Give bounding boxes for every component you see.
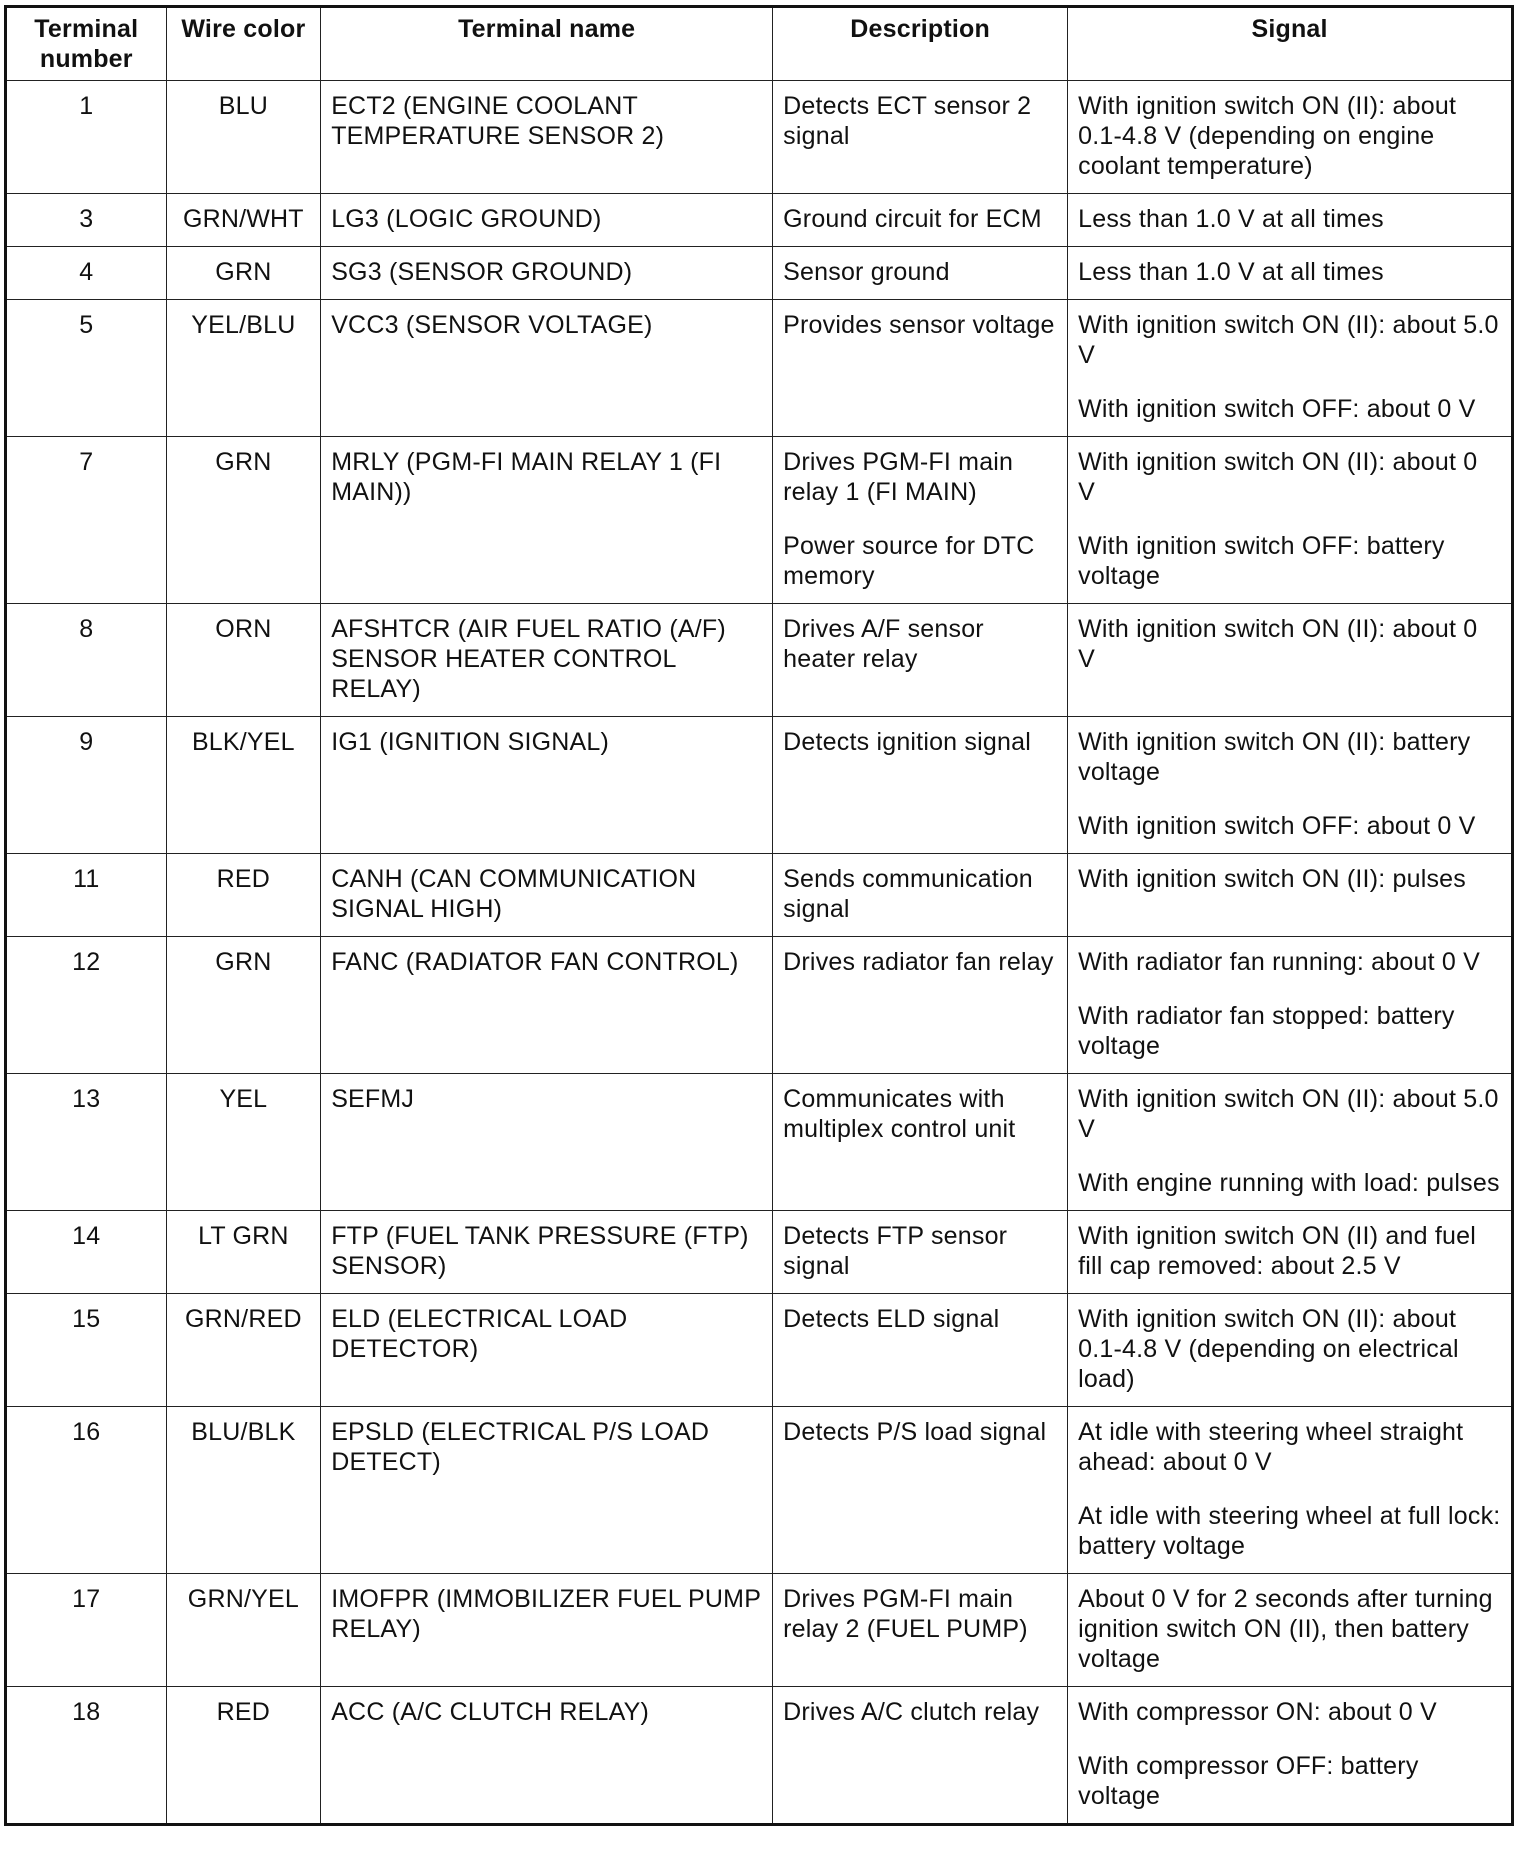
terminal-name-cell: FTP (FUEL TANK PRESSURE (FTP) SENSOR) [321,1211,773,1294]
signal-line: With ignition switch ON (II): battery voltage [1078,728,1471,786]
signal-cell [1068,1294,1513,1407]
terminal-number-cell: 5 [6,300,167,437]
signal-line: With compressor OFF: battery voltage [1078,1752,1419,1810]
header-description: Description [773,7,1068,81]
description-cell [773,247,1068,300]
wire-color-cell: YEL/BLU [166,300,321,437]
terminal-number-cell: 11 [6,854,167,937]
wire-color-cell: LT GRN [166,1211,321,1294]
description-cell [773,854,1068,937]
description-line: Drives PGM-FI main relay 1 (FI MAIN) [783,448,1014,506]
wire-color-cell: GRN/WHT [166,194,321,247]
terminal-name-cell: IG1 (IGNITION SIGNAL) [321,717,773,854]
terminal-number-cell: 14 [6,1211,167,1294]
wire-color-cell: BLK/YEL [166,717,321,854]
table-body [6,81,1513,1825]
terminal-number-cell: 1 [6,81,167,194]
wire-color-cell: GRN [166,437,321,604]
signal-line: With ignition switch ON (II): about 0 V [1078,448,1478,506]
description-line: Drives A/F sensor heater relay [783,615,984,673]
wire-color-cell: GRN/YEL [166,1574,321,1687]
terminal-name-cell: MRLY (PGM-FI MAIN RELAY 1 (FI MAIN)) [321,437,773,604]
terminal-name-cell: ELD (ELECTRICAL LOAD DETECTOR) [321,1294,773,1407]
signal-cell [1068,1074,1513,1211]
description-line: Power source for DTC memory [783,532,1035,590]
wire-color-cell: RED [166,854,321,937]
description-cell [773,937,1068,1074]
wire-color-cell: RED [166,1687,321,1825]
table-row [6,854,1513,937]
signal-line: With ignition switch ON (II): about 0.1-4.8 V (depending on electrical load) [1078,1305,1459,1393]
signal-cell [1068,1687,1513,1825]
signal-line: With ignition switch ON (II) and fuel fill cap removed: about 2.5 V [1078,1222,1476,1280]
signal-cell [1068,81,1513,194]
description-cell [773,1294,1068,1407]
signal-cell [1068,300,1513,437]
table-row [6,247,1513,300]
description-line: Sensor ground [783,258,950,286]
description-line: Drives radiator fan relay [783,948,1054,976]
table-row [6,1211,1513,1294]
signal-cell [1068,937,1513,1074]
signal-cell [1068,247,1513,300]
table-row [6,300,1513,437]
description-cell [773,1407,1068,1574]
description-cell [773,300,1068,437]
terminal-number-cell: 9 [6,717,167,854]
terminal-name-cell: LG3 (LOGIC GROUND) [321,194,773,247]
signal-line: With compressor ON: about 0 V [1078,1698,1437,1726]
description-line: Detects ignition signal [783,728,1031,756]
terminal-name-cell: IMOFPR (IMMOBILIZER FUEL PUMP RELAY) [321,1574,773,1687]
terminal-name-cell: ACC (A/C CLUTCH RELAY) [321,1687,773,1825]
description-line: Detects ECT sensor 2 signal [783,92,1032,150]
signal-cell [1068,1407,1513,1574]
signal-line: Less than 1.0 V at all times [1078,258,1384,286]
signal-line: At idle with steering wheel at full lock: battery voltage [1078,1502,1501,1560]
signal-line: With engine running with load: pulses [1078,1169,1500,1197]
description-line: Detects P/S load signal [783,1418,1047,1446]
description-cell [773,1574,1068,1687]
description-line: Drives A/C clutch relay [783,1698,1040,1726]
wire-color-cell: GRN/RED [166,1294,321,1407]
table-row [6,1687,1513,1825]
description-line: Drives PGM-FI main relay 2 (FUEL PUMP) [783,1585,1028,1643]
description-cell [773,1687,1068,1825]
terminal-number-cell: 3 [6,194,167,247]
header-signal: Signal [1068,7,1513,81]
signal-cell [1068,854,1513,937]
wire-color-cell: YEL [166,1074,321,1211]
signal-cell [1068,717,1513,854]
signal-cell [1068,1574,1513,1687]
table-row [6,1407,1513,1574]
table-row [6,937,1513,1074]
table-row [6,437,1513,604]
table-row [6,81,1513,194]
terminal-name-cell: AFSHTCR (AIR FUEL RATIO (A/F) SENSOR HEATER CONTROL RELAY) [321,604,773,717]
signal-cell [1068,604,1513,717]
description-cell [773,1211,1068,1294]
signal-line: With ignition switch ON (II): pulses [1078,865,1466,893]
table-row [6,194,1513,247]
signal-line: With ignition switch ON (II): about 5.0 V [1078,1085,1499,1143]
signal-line: With ignition switch OFF: about 0 V [1078,395,1476,423]
description-cell [773,717,1068,854]
table-row [6,1574,1513,1687]
terminal-number-cell: 12 [6,937,167,1074]
description-line: Provides sensor voltage [783,311,1055,339]
terminal-number-cell: 16 [6,1407,167,1574]
signal-line: With radiator fan running: about 0 V [1078,948,1481,976]
header-row [6,7,1513,81]
terminal-name-cell: SG3 (SENSOR GROUND) [321,247,773,300]
terminal-table [4,5,1514,1826]
terminal-number-cell: 4 [6,247,167,300]
description-cell [773,604,1068,717]
signal-cell [1068,437,1513,604]
terminal-name-cell: FANC (RADIATOR FAN CONTROL) [321,937,773,1074]
signal-line: With ignition switch ON (II): about 5.0 V [1078,311,1499,369]
signal-line: With radiator fan stopped: battery voltage [1078,1002,1455,1060]
terminal-number-cell: 17 [6,1574,167,1687]
description-line: Ground circuit for ECM [783,205,1042,233]
wire-color-cell: BLU/BLK [166,1407,321,1574]
signal-line: At idle with steering wheel straight ahead: about 0 V [1078,1418,1464,1476]
wire-color-cell: GRN [166,247,321,300]
description-line: Detects ELD signal [783,1305,1000,1333]
terminal-number-cell: 8 [6,604,167,717]
header-terminal-name: Terminal name [321,7,773,81]
signal-line: With ignition switch OFF: battery voltage [1078,532,1445,590]
terminal-name-cell: CANH (CAN COMMUNICATION SIGNAL HIGH) [321,854,773,937]
signal-line: With ignition switch ON (II): about 0.1-4.8 V (depending on engine coolant temperature) [1078,92,1457,180]
wire-color-cell: GRN [166,937,321,1074]
header-wire-color: Wire color [166,7,321,81]
terminal-number-cell: 15 [6,1294,167,1407]
description-cell [773,194,1068,247]
description-cell [773,1074,1068,1211]
table-row [6,1074,1513,1211]
table-row [6,717,1513,854]
signal-line: About 0 V for 2 seconds after turning ignition switch ON (II), then battery voltage [1078,1585,1493,1673]
description-line: Detects FTP sensor signal [783,1222,1008,1280]
table-header [6,7,1513,81]
terminal-name-cell: ECT2 (ENGINE COOLANT TEMPERATURE SENSOR 2) [321,81,773,194]
description-line: Sends communication signal [783,865,1033,923]
terminal-number-cell: 18 [6,1687,167,1825]
signal-line: With ignition switch OFF: about 0 V [1078,812,1476,840]
wire-color-cell: ORN [166,604,321,717]
terminal-number-cell: 7 [6,437,167,604]
description-line: Communicates with multiplex control unit [783,1085,1016,1143]
terminal-name-cell: EPSLD (ELECTRICAL P/S LOAD DETECT) [321,1407,773,1574]
table-row [6,1294,1513,1407]
description-cell [773,437,1068,604]
terminal-name-cell: SEFMJ [321,1074,773,1211]
wire-color-cell: BLU [166,81,321,194]
signal-line: With ignition switch ON (II): about 0 V [1078,615,1478,673]
header-terminal-number: Terminal number [6,7,167,81]
terminal-name-cell: VCC3 (SENSOR VOLTAGE) [321,300,773,437]
signal-cell [1068,194,1513,247]
table-row [6,604,1513,717]
signal-line: Less than 1.0 V at all times [1078,205,1384,233]
terminal-number-cell: 13 [6,1074,167,1211]
signal-cell [1068,1211,1513,1294]
description-cell [773,81,1068,194]
